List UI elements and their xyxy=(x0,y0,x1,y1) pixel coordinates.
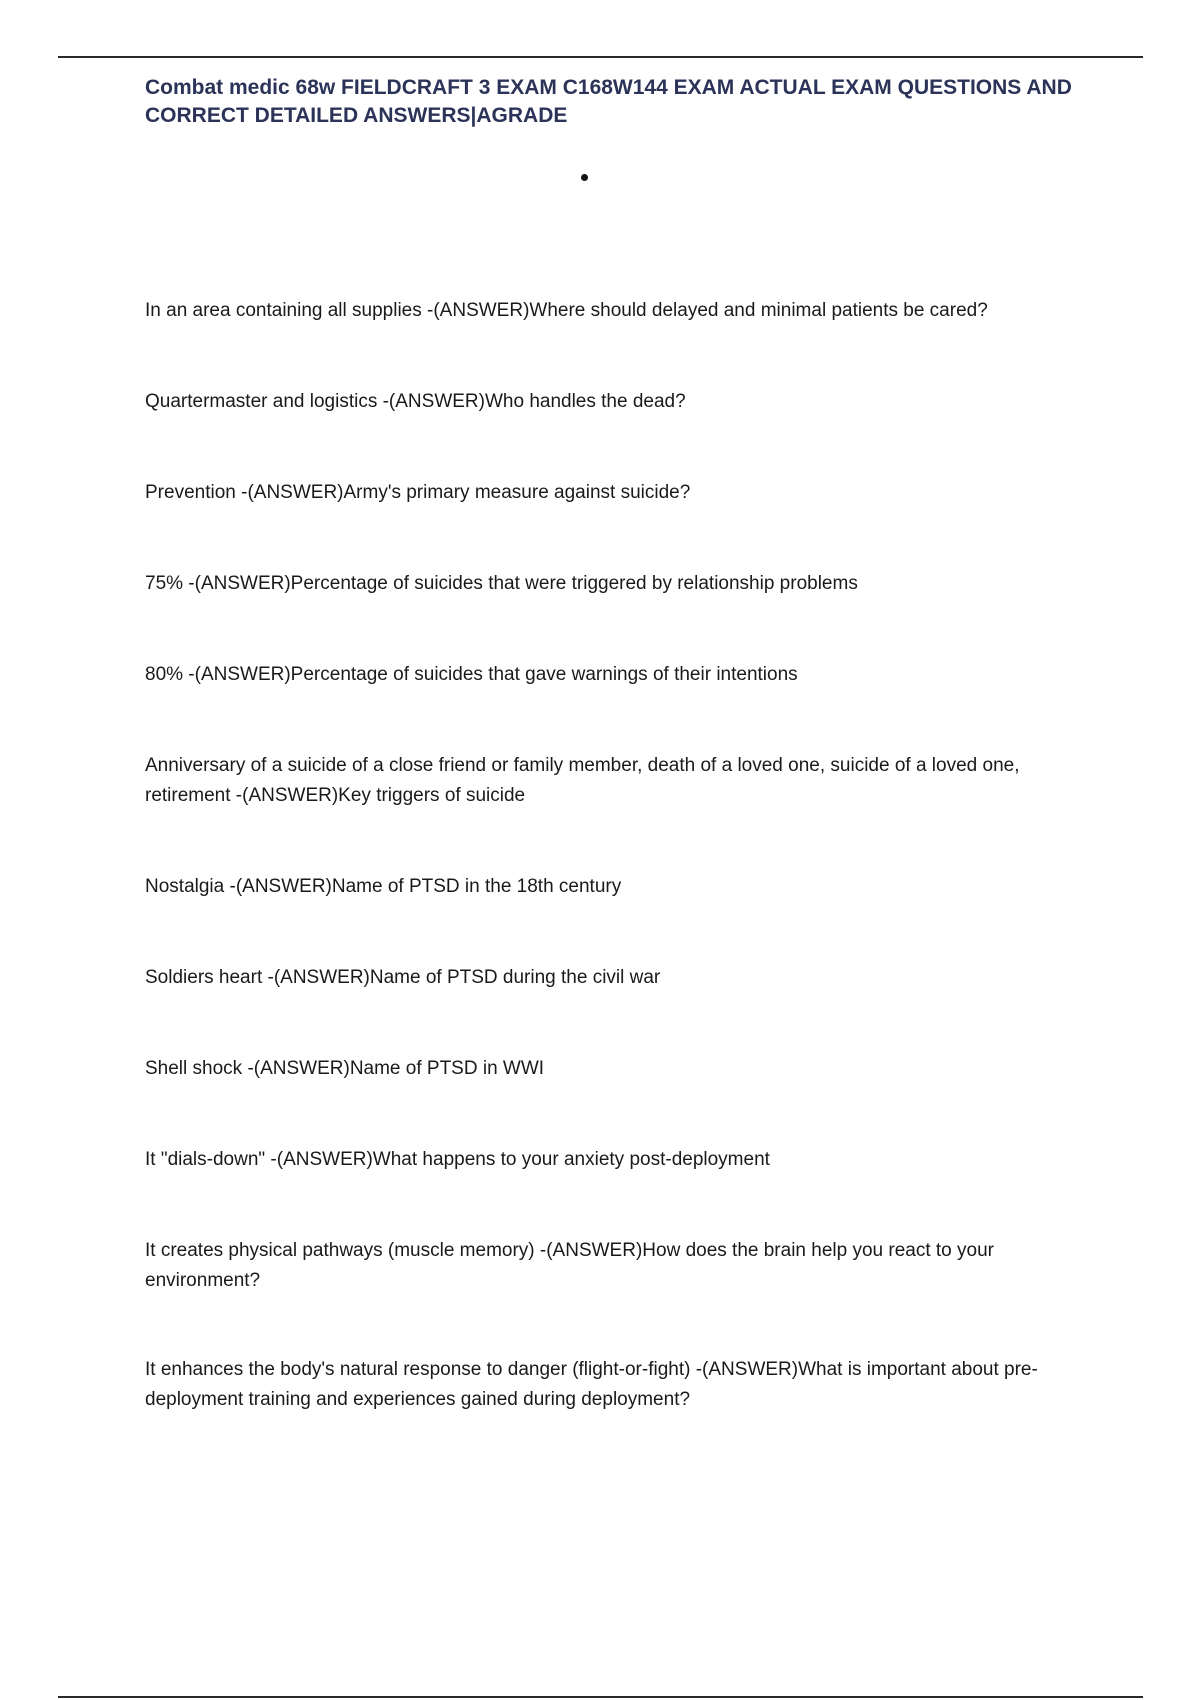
qa-item: 80% -(ANSWER)Percentage of suicides that gave warnings of their intentions xyxy=(145,664,798,685)
bottom-divider xyxy=(58,1696,1143,1698)
qa-item: Anniversary of a suicide of a close friend or family member, death of a loved one, suicide of a loved one, retirement -(ANSWER)Key triggers of suicide xyxy=(145,755,1020,806)
qa-item: Nostalgia -(ANSWER)Name of PTSD in the 18th century xyxy=(145,876,622,897)
qa-item: It creates physical pathways (muscle memory) -(ANSWER)How does the brain help you react to your environment? xyxy=(145,1240,994,1291)
qa-item: It enhances the body's natural response to danger (flight-or-fight) -(ANSWER)What is important about pre-deployment training and experiences gained during deployment? xyxy=(145,1359,1038,1410)
qa-item: Prevention -(ANSWER)Army's primary measure against suicide? xyxy=(145,482,691,503)
qa-item: 75% -(ANSWER)Percentage of suicides that were triggered by relationship problems xyxy=(145,573,858,594)
qa-item: Soldiers heart -(ANSWER)Name of PTSD during the civil war xyxy=(145,967,661,988)
top-divider xyxy=(58,56,1143,58)
qa-item: It "dials-down" -(ANSWER)What happens to your anxiety post-deployment xyxy=(145,1149,770,1170)
qa-item: Shell shock -(ANSWER)Name of PTSD in WWI xyxy=(145,1058,545,1079)
bullet-point xyxy=(581,174,588,181)
qa-item: In an area containing all supplies -(ANSWER)Where should delayed and minimal patients be cared? xyxy=(145,300,988,321)
document-title: Combat medic 68w FIELDCRAFT 3 EXAM C168W144 EXAM ACTUAL EXAM QUESTIONS AND CORRECT DETAILED ANSWERS|AGRADE xyxy=(145,76,1072,127)
qa-item: Quartermaster and logistics -(ANSWER)Who handles the dead? xyxy=(145,391,686,412)
